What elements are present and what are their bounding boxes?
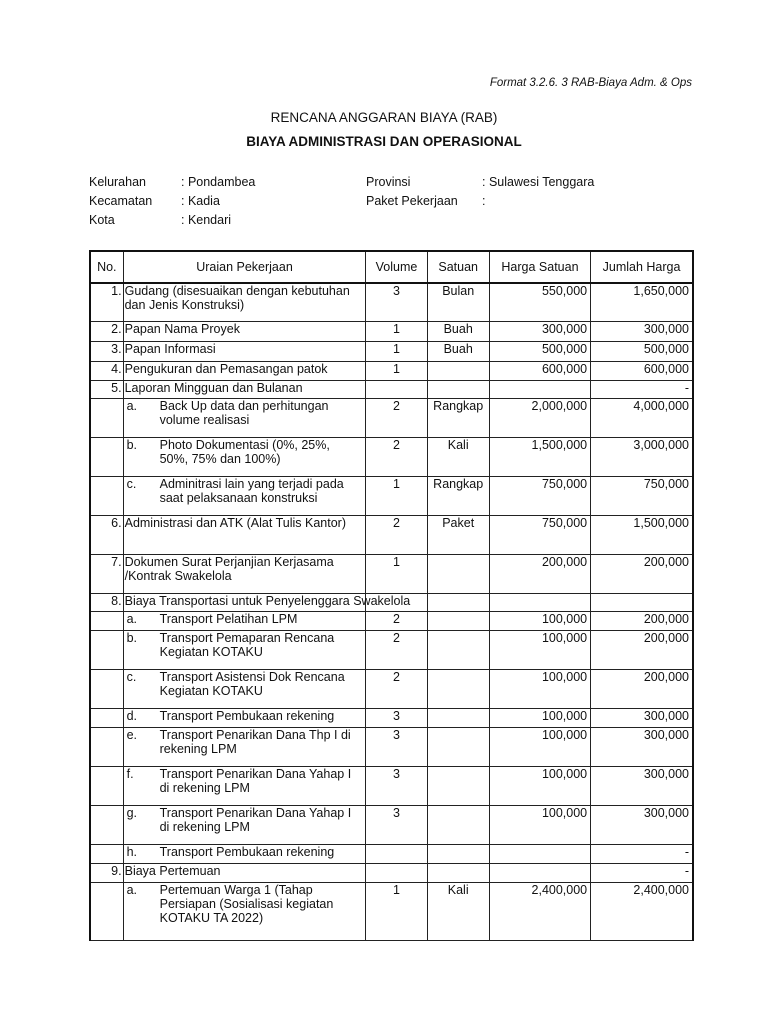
row-description-cell: [123, 398, 366, 437]
row-number: 5.: [90, 380, 123, 398]
row-volume: 2: [366, 669, 427, 708]
row-sub-letter: a.: [126, 882, 138, 897]
row-volume: 3: [366, 805, 427, 844]
table-row: [90, 398, 693, 437]
table-row: [90, 321, 693, 341]
row-description: Biaya Transportasi untuk Penyelenggara Swakelola: [124, 593, 411, 608]
table-row: [90, 630, 693, 669]
row-jumlah-harga: 1,500,000: [591, 515, 693, 554]
row-harga-satuan: 1,500,000: [489, 437, 590, 476]
row-jumlah-harga: -: [591, 380, 693, 398]
row-harga-satuan: 100,000: [489, 611, 590, 630]
row-sub-letter: g.: [126, 805, 138, 820]
row-volume: [366, 380, 427, 398]
row-sub-letter: f.: [126, 766, 134, 781]
row-description-cell: [123, 437, 366, 476]
row-volume: 3: [366, 283, 427, 321]
row-description: Pengukuran dan Pemasangan patok: [124, 361, 328, 376]
table-row: [90, 863, 693, 882]
row-satuan: Kali: [427, 437, 489, 476]
kecamatan-value: : Kadia: [181, 194, 220, 208]
row-satuan: [427, 611, 489, 630]
row-number: [90, 437, 123, 476]
row-volume: 2: [366, 515, 427, 554]
row-jumlah-harga: 2,400,000: [591, 882, 693, 940]
row-description: Papan Informasi: [124, 341, 216, 356]
row-description-cell: [123, 669, 366, 708]
row-jumlah-harga: 1,650,000: [591, 283, 693, 321]
row-jumlah-harga: 500,000: [591, 341, 693, 361]
row-number: 9.: [90, 863, 123, 882]
row-description-cell: [123, 727, 366, 766]
row-satuan: [427, 630, 489, 669]
row-volume: 3: [366, 766, 427, 805]
row-description: Transport Pembukaan rekening: [159, 708, 335, 723]
row-description: Laporan Mingguan dan Bulanan: [124, 380, 303, 395]
row-harga-satuan: [489, 380, 590, 398]
row-description-cell: [123, 283, 366, 321]
kota-label: Kota: [89, 213, 115, 227]
row-harga-satuan: 100,000: [489, 630, 590, 669]
table-row: [90, 341, 693, 361]
row-volume: 1: [366, 321, 427, 341]
header-volume: Volume: [366, 251, 427, 283]
row-number: [90, 805, 123, 844]
row-jumlah-harga: 200,000: [591, 669, 693, 708]
document-title: RENCANA ANGGARAN BIAYA (RAB): [270, 110, 498, 125]
row-harga-satuan: 750,000: [489, 515, 590, 554]
row-description: Transport Penarikan Dana Yahap I di rekening LPM: [159, 766, 352, 795]
document-subtitle: BIAYA ADMINISTRASI DAN OPERASIONAL: [246, 134, 522, 149]
row-volume: 2: [366, 437, 427, 476]
row-sub-letter: c.: [126, 669, 137, 684]
row-jumlah-harga: 300,000: [591, 321, 693, 341]
table-row: [90, 669, 693, 708]
header-jumlah-harga: Jumlah Harga: [591, 251, 693, 283]
row-jumlah-harga: -: [591, 844, 693, 863]
header-satuan: Satuan: [427, 251, 489, 283]
row-harga-satuan: 500,000: [489, 341, 590, 361]
row-volume: 1: [366, 476, 427, 515]
row-number: 6.: [90, 515, 123, 554]
row-description-cell: [123, 844, 366, 863]
row-description-cell: [123, 361, 366, 380]
row-volume: 1: [366, 882, 427, 940]
row-description: Photo Dokumentasi (0%, 25%, 50%, 75% dan 100%): [159, 437, 330, 466]
row-volume: 2: [366, 398, 427, 437]
row-jumlah-harga: 3,000,000: [591, 437, 693, 476]
kelurahan-label: Kelurahan: [89, 175, 146, 189]
row-volume: 3: [366, 708, 427, 727]
row-satuan: [427, 554, 489, 593]
row-description: Adminitrasi lain yang terjadi pada saat pelaksanaan konstruksi: [159, 476, 344, 505]
row-description: Pertemuan Warga 1 (Tahap Persiapan (Sosialisasi kegiatan KOTAKU TA 2022): [159, 882, 334, 925]
row-description: Administrasi dan ATK (Alat Tulis Kantor): [124, 515, 346, 530]
row-number: [90, 669, 123, 708]
row-jumlah-harga: [591, 593, 693, 611]
table-row: [90, 515, 693, 554]
table-row: [90, 727, 693, 766]
row-number: [90, 398, 123, 437]
row-jumlah-harga: 200,000: [591, 554, 693, 593]
row-satuan: Paket: [427, 515, 489, 554]
header-uraian-pekerjaan: Uraian Pekerjaan: [123, 251, 366, 283]
row-number: [90, 476, 123, 515]
row-jumlah-harga: 600,000: [591, 361, 693, 380]
row-harga-satuan: 200,000: [489, 554, 590, 593]
row-volume: 1: [366, 341, 427, 361]
row-harga-satuan: 100,000: [489, 805, 590, 844]
row-satuan: [427, 380, 489, 398]
row-sub-letter: e.: [126, 727, 138, 742]
row-description-cell: [123, 515, 366, 554]
row-satuan: Buah: [427, 321, 489, 341]
row-jumlah-harga: 200,000: [591, 611, 693, 630]
row-volume: 1: [366, 554, 427, 593]
row-description-cell: [123, 766, 366, 805]
row-description-cell: [123, 708, 366, 727]
row-harga-satuan: 100,000: [489, 669, 590, 708]
row-number: 3.: [90, 341, 123, 361]
kota-value: : Kendari: [181, 213, 232, 227]
row-number: [90, 882, 123, 940]
table-row: [90, 476, 693, 515]
row-satuan: [427, 805, 489, 844]
row-description: Papan Nama Proyek: [124, 321, 240, 336]
row-volume: 2: [366, 611, 427, 630]
row-satuan: Rangkap: [427, 398, 489, 437]
row-description-cell: [123, 341, 366, 361]
row-number: [90, 611, 123, 630]
row-number: [90, 708, 123, 727]
row-description: Transport Penarikan Dana Thp I di rekening LPM: [159, 727, 351, 756]
row-description-cell: [123, 805, 366, 844]
row-number: [90, 727, 123, 766]
row-harga-satuan: 2,000,000: [489, 398, 590, 437]
row-number: [90, 766, 123, 805]
table-row: [90, 805, 693, 844]
table-row: [90, 611, 693, 630]
kecamatan-label: Kecamatan: [89, 194, 153, 208]
provinsi-value: : Sulawesi Tenggara: [482, 175, 595, 189]
row-number: 1.: [90, 283, 123, 321]
row-satuan: [427, 708, 489, 727]
table-row: [90, 766, 693, 805]
row-satuan: [427, 844, 489, 863]
row-description-cell: [123, 554, 366, 593]
row-harga-satuan: [489, 593, 590, 611]
row-harga-satuan: 550,000: [489, 283, 590, 321]
row-number: 7.: [90, 554, 123, 593]
header-no: No.: [90, 251, 123, 283]
row-description-cell: [123, 630, 366, 669]
row-description-cell: [123, 321, 366, 341]
row-harga-satuan: [489, 844, 590, 863]
row-jumlah-harga: 300,000: [591, 708, 693, 727]
row-satuan: [427, 669, 489, 708]
table-row: [90, 882, 693, 940]
paket-pekerjaan-value: :: [482, 194, 486, 208]
row-harga-satuan: 600,000: [489, 361, 590, 380]
row-satuan: [427, 727, 489, 766]
table-row: [90, 593, 693, 611]
row-jumlah-harga: 300,000: [591, 766, 693, 805]
row-number: 4.: [90, 361, 123, 380]
row-satuan: [427, 863, 489, 882]
header-harga-satuan: Harga Satuan: [489, 251, 590, 283]
row-description: Back Up data dan perhitungan volume realisasi: [159, 398, 329, 427]
row-description: Dokumen Surat Perjanjian Kerjasama /Kontrak Swakelola: [124, 554, 334, 583]
row-sub-letter: b.: [126, 630, 138, 645]
row-sub-letter: b.: [126, 437, 138, 452]
table-body: [90, 283, 693, 940]
table-header-row: [90, 251, 693, 283]
row-jumlah-harga: 4,000,000: [591, 398, 693, 437]
row-jumlah-harga: 200,000: [591, 630, 693, 669]
row-satuan: Rangkap: [427, 476, 489, 515]
table-row: [90, 554, 693, 593]
table-row: [90, 844, 693, 863]
row-sub-letter: h.: [126, 844, 138, 859]
row-jumlah-harga: -: [591, 863, 693, 882]
row-description-cell: [123, 593, 411, 611]
format-label: Format 3.2.6. 3 RAB-Biaya Adm. & Ops: [489, 77, 692, 89]
row-sub-letter: d.: [126, 708, 138, 723]
kelurahan-value: : Pondambea: [181, 175, 256, 189]
row-satuan: [427, 361, 489, 380]
row-description: Transport Pelatihan LPM: [159, 611, 298, 626]
row-description-cell: [123, 476, 366, 515]
row-description: Transport Pemaparan Rencana Kegiatan KOTAKU: [159, 630, 335, 659]
row-harga-satuan: 750,000: [489, 476, 590, 515]
rab-table: [89, 250, 694, 941]
row-sub-letter: c.: [126, 476, 137, 491]
row-volume: 1: [366, 361, 427, 380]
row-harga-satuan: 100,000: [489, 727, 590, 766]
row-satuan: Bulan: [427, 283, 489, 321]
row-satuan: [427, 593, 489, 611]
provinsi-label: Provinsi: [366, 175, 411, 189]
row-description: Transport Asistensi Dok Rencana Kegiatan KOTAKU: [159, 669, 345, 698]
table-row: [90, 380, 693, 398]
row-sub-letter: a.: [126, 398, 138, 413]
row-volume: [366, 844, 427, 863]
table-row: [90, 361, 693, 380]
paket-pekerjaan-label: Paket Pekerjaan: [366, 194, 458, 208]
table-row: [90, 437, 693, 476]
row-volume: 2: [366, 630, 427, 669]
row-harga-satuan: [489, 863, 590, 882]
row-description: Transport Pembukaan rekening: [159, 844, 335, 859]
row-number: [90, 630, 123, 669]
row-volume: [366, 863, 427, 882]
table-row: [90, 708, 693, 727]
row-jumlah-harga: 750,000: [591, 476, 693, 515]
row-description: Transport Penarikan Dana Yahap I di rekening LPM: [159, 805, 352, 834]
row-jumlah-harga: 300,000: [591, 805, 693, 844]
row-description: Gudang (disesuaikan dengan kebutuhan dan Jenis Konstruksi): [124, 284, 350, 312]
table-row: [90, 283, 693, 321]
row-satuan: Kali: [427, 882, 489, 940]
row-number: 2.: [90, 321, 123, 341]
row-description-cell: [123, 882, 366, 940]
row-description: Biaya Pertemuan: [124, 863, 221, 878]
row-number: [90, 844, 123, 863]
row-harga-satuan: 2,400,000: [489, 882, 590, 940]
row-description-cell: [123, 611, 366, 630]
row-harga-satuan: 300,000: [489, 321, 590, 341]
row-jumlah-harga: 300,000: [591, 727, 693, 766]
row-satuan: [427, 766, 489, 805]
row-harga-satuan: 100,000: [489, 708, 590, 727]
row-satuan: Buah: [427, 341, 489, 361]
row-number: 8.: [90, 593, 123, 611]
row-sub-letter: a.: [126, 611, 138, 626]
row-description-cell: [123, 380, 366, 398]
row-description-cell: [123, 863, 366, 882]
row-harga-satuan: 100,000: [489, 766, 590, 805]
row-volume: 3: [366, 727, 427, 766]
